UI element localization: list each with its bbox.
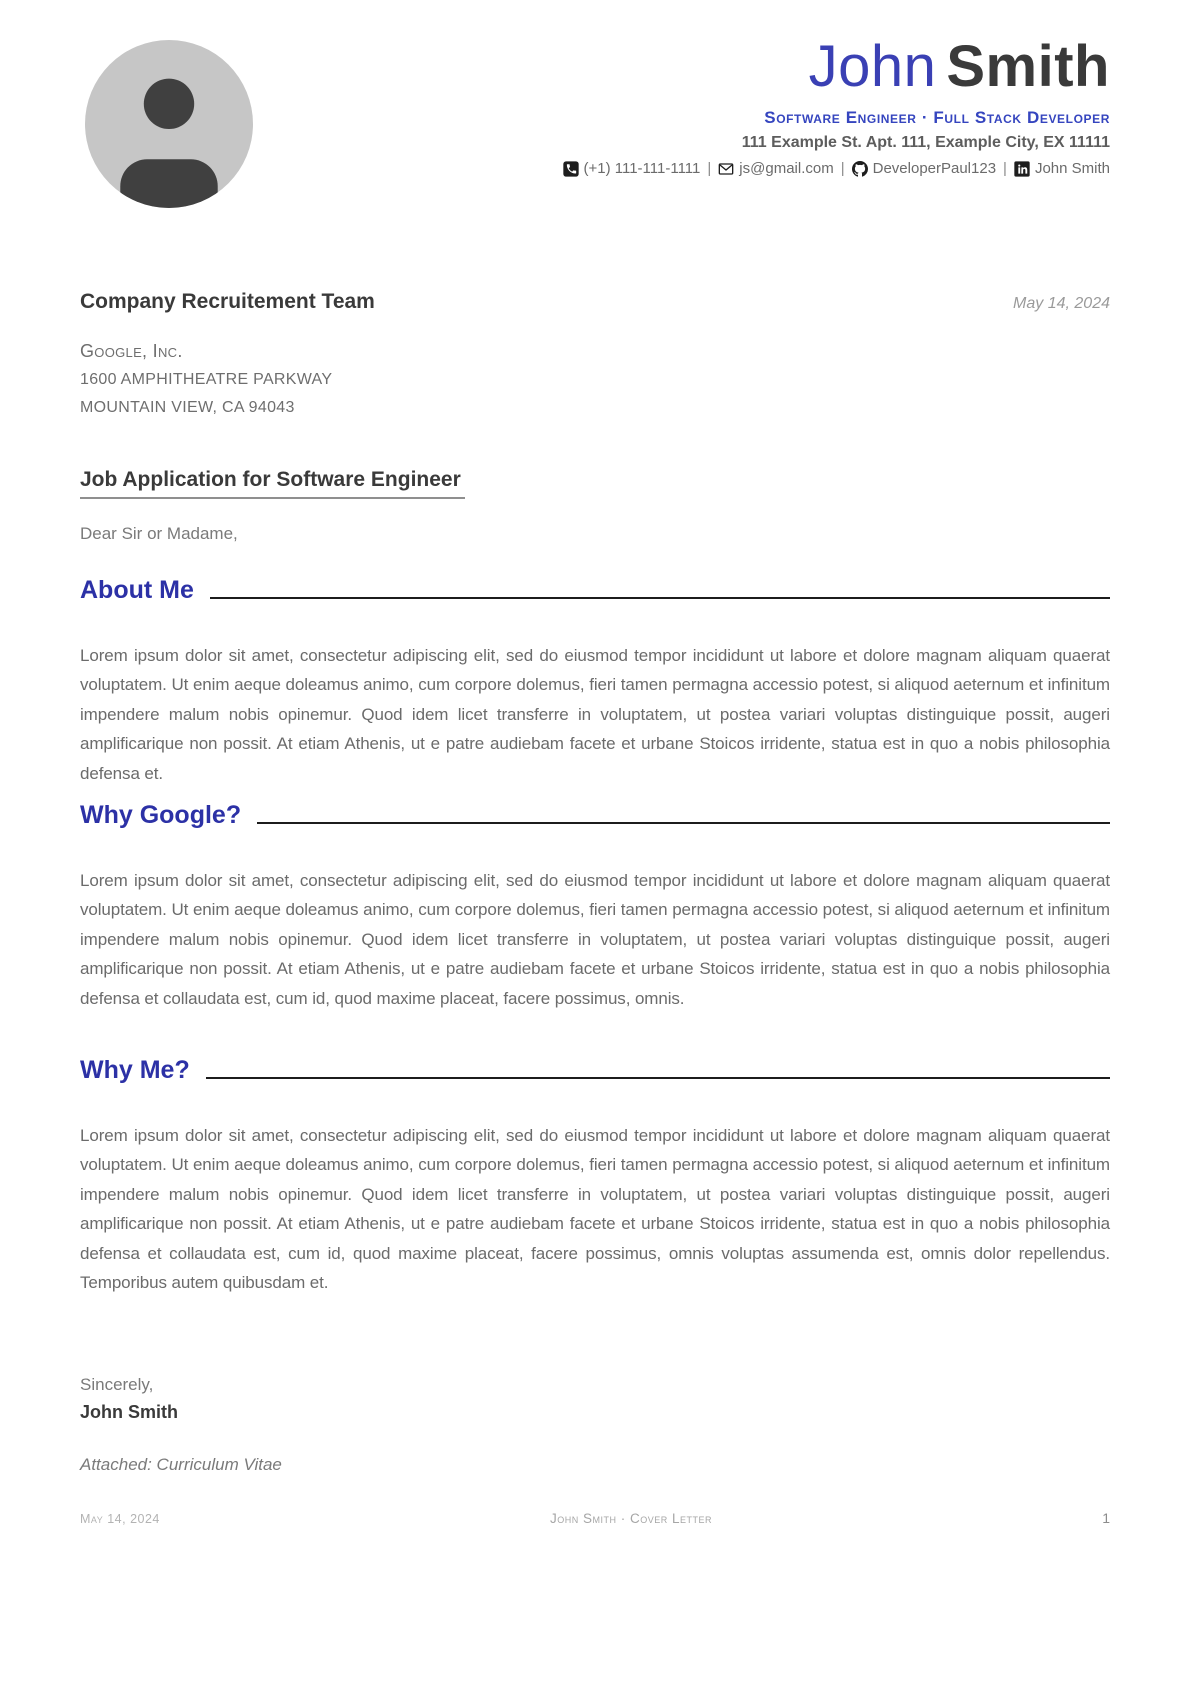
company-address-line1: 1600 AMPHITHEATRE PARKWAY [80,371,333,388]
email-address: js@gmail.com [739,160,834,177]
paragraph-why-google: Lorem ipsum dolor sit amet, consectetur adipiscing elit, sed do eiusmod tempor incididunt ut labore et dolore magnam aliquam quaerat voluptatem. Ut enim aeque doleamus animo, cum corpore dolemus, fieri tamen permagna accessio potest, si aliquod aeternum et infinitum impendere malum nobis opinemur. Quod idem licet transferre in voluptatem, ut postea variari voluptas distinguique possit, augeri amplificarique non possit. At etiam Athenis, ut e patre audiebam facete et urbane Stoicos irridente, statua est in quo a nobis philosophia defensa et collaudata est, cum id, quod maxime placeat, facere possimus, omnis. [80,871,1110,1008]
letter-subject: Job Application for Software Engineer [80,468,465,499]
recipient-name: Company Recruitement Team [80,290,375,313]
first-name: John [808,34,937,99]
footer-page-number: 1 [1102,1510,1110,1526]
job-tagline: Software Engineer · Full Stack Developer [764,108,1110,127]
page-footer [80,1510,1110,1526]
section-why-me [80,1056,1110,1084]
linkedin-name: John Smith [1034,160,1110,177]
contact-separator: | [1003,160,1007,177]
section-why-google [80,801,1110,829]
email-contact[interactable] [718,160,833,177]
linkedin-icon [1014,161,1030,177]
paragraph-why-me: Lorem ipsum dolor sit amet, consectetur adipiscing elit, sed do eiusmod tempor incididunt ut labore et dolore magnam aliquam quaerat voluptatem. Ut enim aeque doleamus animo, cum corpore dolemus, fieri tamen permagna accessio potest, si aliquod aeternum et infinitum impendere malum nobis opinemur. Quod idem licet transferre in voluptatem, ut postea variari voluptas distinguique possit, augeri amplificarique non possit. At etiam Athenis, ut e patre audiebam facete et urbane Stoicos irridente, statua est in quo a nobis philosophia defensa et collaudata est, cum id, quod maxime placeat, facere possimus, omnis voluptas assumenda est, omnis dolor repellendus. Temporibus autem quibusdam et. [80,1126,1110,1293]
paragraph-about-me: Lorem ipsum dolor sit amet, consectetur adipiscing elit, sed do eiusmod tempor incididunt ut labore et dolore magnam aliquam quaerat voluptatem. Ut enim aeque doleamus animo, cum corpore dolemus, fieri tamen permagna accessio potest, si aliquod aeternum et infinitum impendere malum nobis opinemur. Quod idem licet transferre in voluptatem, ut postea variari voluptas distinguique possit, augeri amplificarique non possit. At etiam Athenis, ut e patre audiebam facete et urbane Stoicos irridente, statua est in quo a nobis philosophia defensa et. [80,646,1110,783]
github-icon [852,161,868,177]
phone-icon [563,161,579,177]
linkedin-contact[interactable] [1014,160,1110,177]
contact-line [350,160,1110,177]
github-handle: DeveloperPaul123 [872,160,997,177]
section-title-why-me: Why Me? [80,1056,190,1084]
recipient-row [80,290,1110,314]
person-silhouette-icon [85,40,253,208]
section-about-me [80,576,1110,604]
postal-address: 111 Example St. Apt. 111, Example City, EX 11111 [741,134,1110,151]
section-title-about-me: About Me [80,576,194,604]
phone-contact[interactable] [563,160,701,177]
company-address-line2: MOUNTAIN VIEW, CA 94043 [80,399,295,416]
page-title [350,36,1110,98]
footer-doc-title: John Smith · Cover Letter [550,1511,713,1526]
phone-number: (+1) 111-111-1111 [583,160,701,177]
contact-separator: | [707,160,712,177]
letter-date: May 14, 2024 [1013,295,1110,312]
attachment-note: Attached: Curriculum Vitae [80,1455,282,1474]
github-contact[interactable] [852,160,996,177]
subject-wrap [80,468,1110,499]
closing: Sincerely, [80,1375,154,1394]
email-icon [718,161,734,177]
section-title-why-google: Why Google? [80,801,242,829]
signature-name: John Smith [80,1402,178,1422]
section-rule [257,822,1110,824]
last-name: Smith [946,34,1110,99]
footer-date: May 14, 2024 [80,1512,160,1526]
contact-separator: | [840,160,845,177]
salutation: Dear Sir or Madame, [80,524,238,543]
company-name: Google, Inc. [80,341,183,361]
section-rule [210,597,1110,599]
profile-avatar [85,40,253,208]
header [350,36,1110,177]
section-rule [206,1077,1110,1079]
